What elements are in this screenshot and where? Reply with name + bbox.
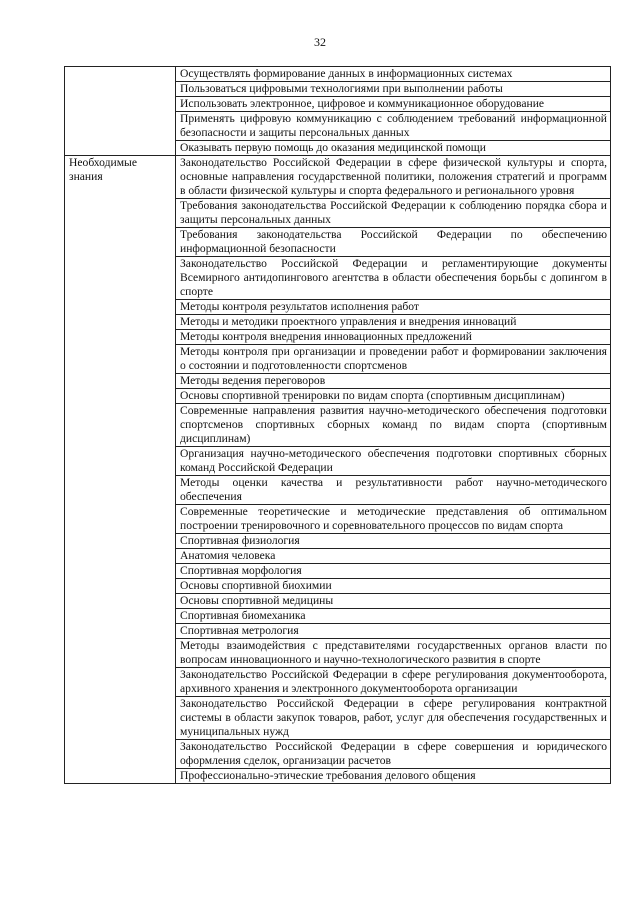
table-cell-item: Спортивная биомеханика bbox=[176, 609, 611, 624]
table-cell-item: Спортивная метрология bbox=[176, 624, 611, 639]
table-cell-item: Законодательство Российской Федерации в сфере регулирования контрактной системы в области закупок товаров, работ, услуг для обеспечения государственных и муниципальных нужд bbox=[176, 697, 611, 740]
table-cell-item: Законодательство Российской Федерации в сфере физической культуры и спорта, основные направления государственной политики, положения стратегий и программ в области физической культуры и спорта федерального и регионального уровня bbox=[176, 156, 611, 199]
requirements-table bbox=[64, 66, 611, 784]
table-row bbox=[65, 67, 611, 82]
empty-label-cell bbox=[65, 67, 176, 156]
table-cell-item: Спортивная морфология bbox=[176, 564, 611, 579]
table-cell-item: Методы контроля внедрения инновационных предложений bbox=[176, 330, 611, 345]
table-cell-item: Законодательство Российской Федерации в сфере регулирования документооборота, архивного хранения и электронного документооборота организации bbox=[176, 668, 611, 697]
table-cell-item: Оказывать первую помощь до оказания медицинской помощи bbox=[176, 141, 611, 156]
table-cell-item: Анатомия человека bbox=[176, 549, 611, 564]
table-cell-item: Методы и методики проектного управления и внедрения инноваций bbox=[176, 315, 611, 330]
table-cell-item: Применять цифровую коммуникацию с соблюдением требований информационной безопасности и защиты персональных данных bbox=[176, 112, 611, 141]
table-cell-item: Организация научно-методического обеспечения подготовки спортивных сборных команд Российской Федерации bbox=[176, 447, 611, 476]
table-cell-item: Основы спортивной тренировки по видам спорта (спортивным дисциплинам) bbox=[176, 389, 611, 404]
table-cell-item: Методы взаимодействия с представителями государственных органов власти по вопросам инновационного и научно-технологического развития в спорте bbox=[176, 639, 611, 668]
table-cell-item: Требования законодательства Российской Федерации по обеспечению информационной безопасности bbox=[176, 228, 611, 257]
table-cell-item: Законодательство Российской Федерации в сфере совершения и юридического оформления сделок, организации расчетов bbox=[176, 740, 611, 769]
table-cell-item: Методы контроля результатов исполнения работ bbox=[176, 300, 611, 315]
page-number: 32 bbox=[314, 35, 326, 49]
table-cell-item: Использовать электронное, цифровое и коммуникационное оборудование bbox=[176, 97, 611, 112]
table-cell-item: Законодательство Российской Федерации и регламентирующие документы Всемирного антидопингового агентства в области обеспечения борьбы с допингом в спорте bbox=[176, 257, 611, 300]
table-cell-item: Современные направления развития научно-методического обеспечения подготовки спортсменов спортивных сборных команд по видам спорта (спортивным дисциплинам) bbox=[176, 404, 611, 447]
knowledge-label: Необходимые знания bbox=[65, 156, 176, 784]
table-cell-item: Современные теоретические и методические представления об оптимальном построении тренировочного и соревновательного процессов по видам спорта bbox=[176, 505, 611, 534]
table-cell-item: Методы контроля при организации и проведении работ и формировании заключения о состоянии и подготовленности спортсменов bbox=[176, 345, 611, 374]
table-cell-item: Спортивная физиология bbox=[176, 534, 611, 549]
table-cell-item: Методы ведения переговоров bbox=[176, 374, 611, 389]
table-cell-item: Осуществлять формирование данных в информационных системах bbox=[176, 67, 611, 82]
table-cell-item: Основы спортивной биохимии bbox=[176, 579, 611, 594]
table-cell-item: Методы оценки качества и результативности работ научно-методического обеспечения bbox=[176, 476, 611, 505]
table-cell-item: Основы спортивной медицины bbox=[176, 594, 611, 609]
table-row bbox=[65, 156, 611, 199]
table-cell-item: Профессионально-этические требования делового общения bbox=[176, 769, 611, 784]
table-cell-item: Пользоваться цифровыми технологиями при выполнении работы bbox=[176, 82, 611, 97]
table-cell-item: Требования законодательства Российской Федерации к соблюдению порядка сбора и защиты персональных данных bbox=[176, 199, 611, 228]
